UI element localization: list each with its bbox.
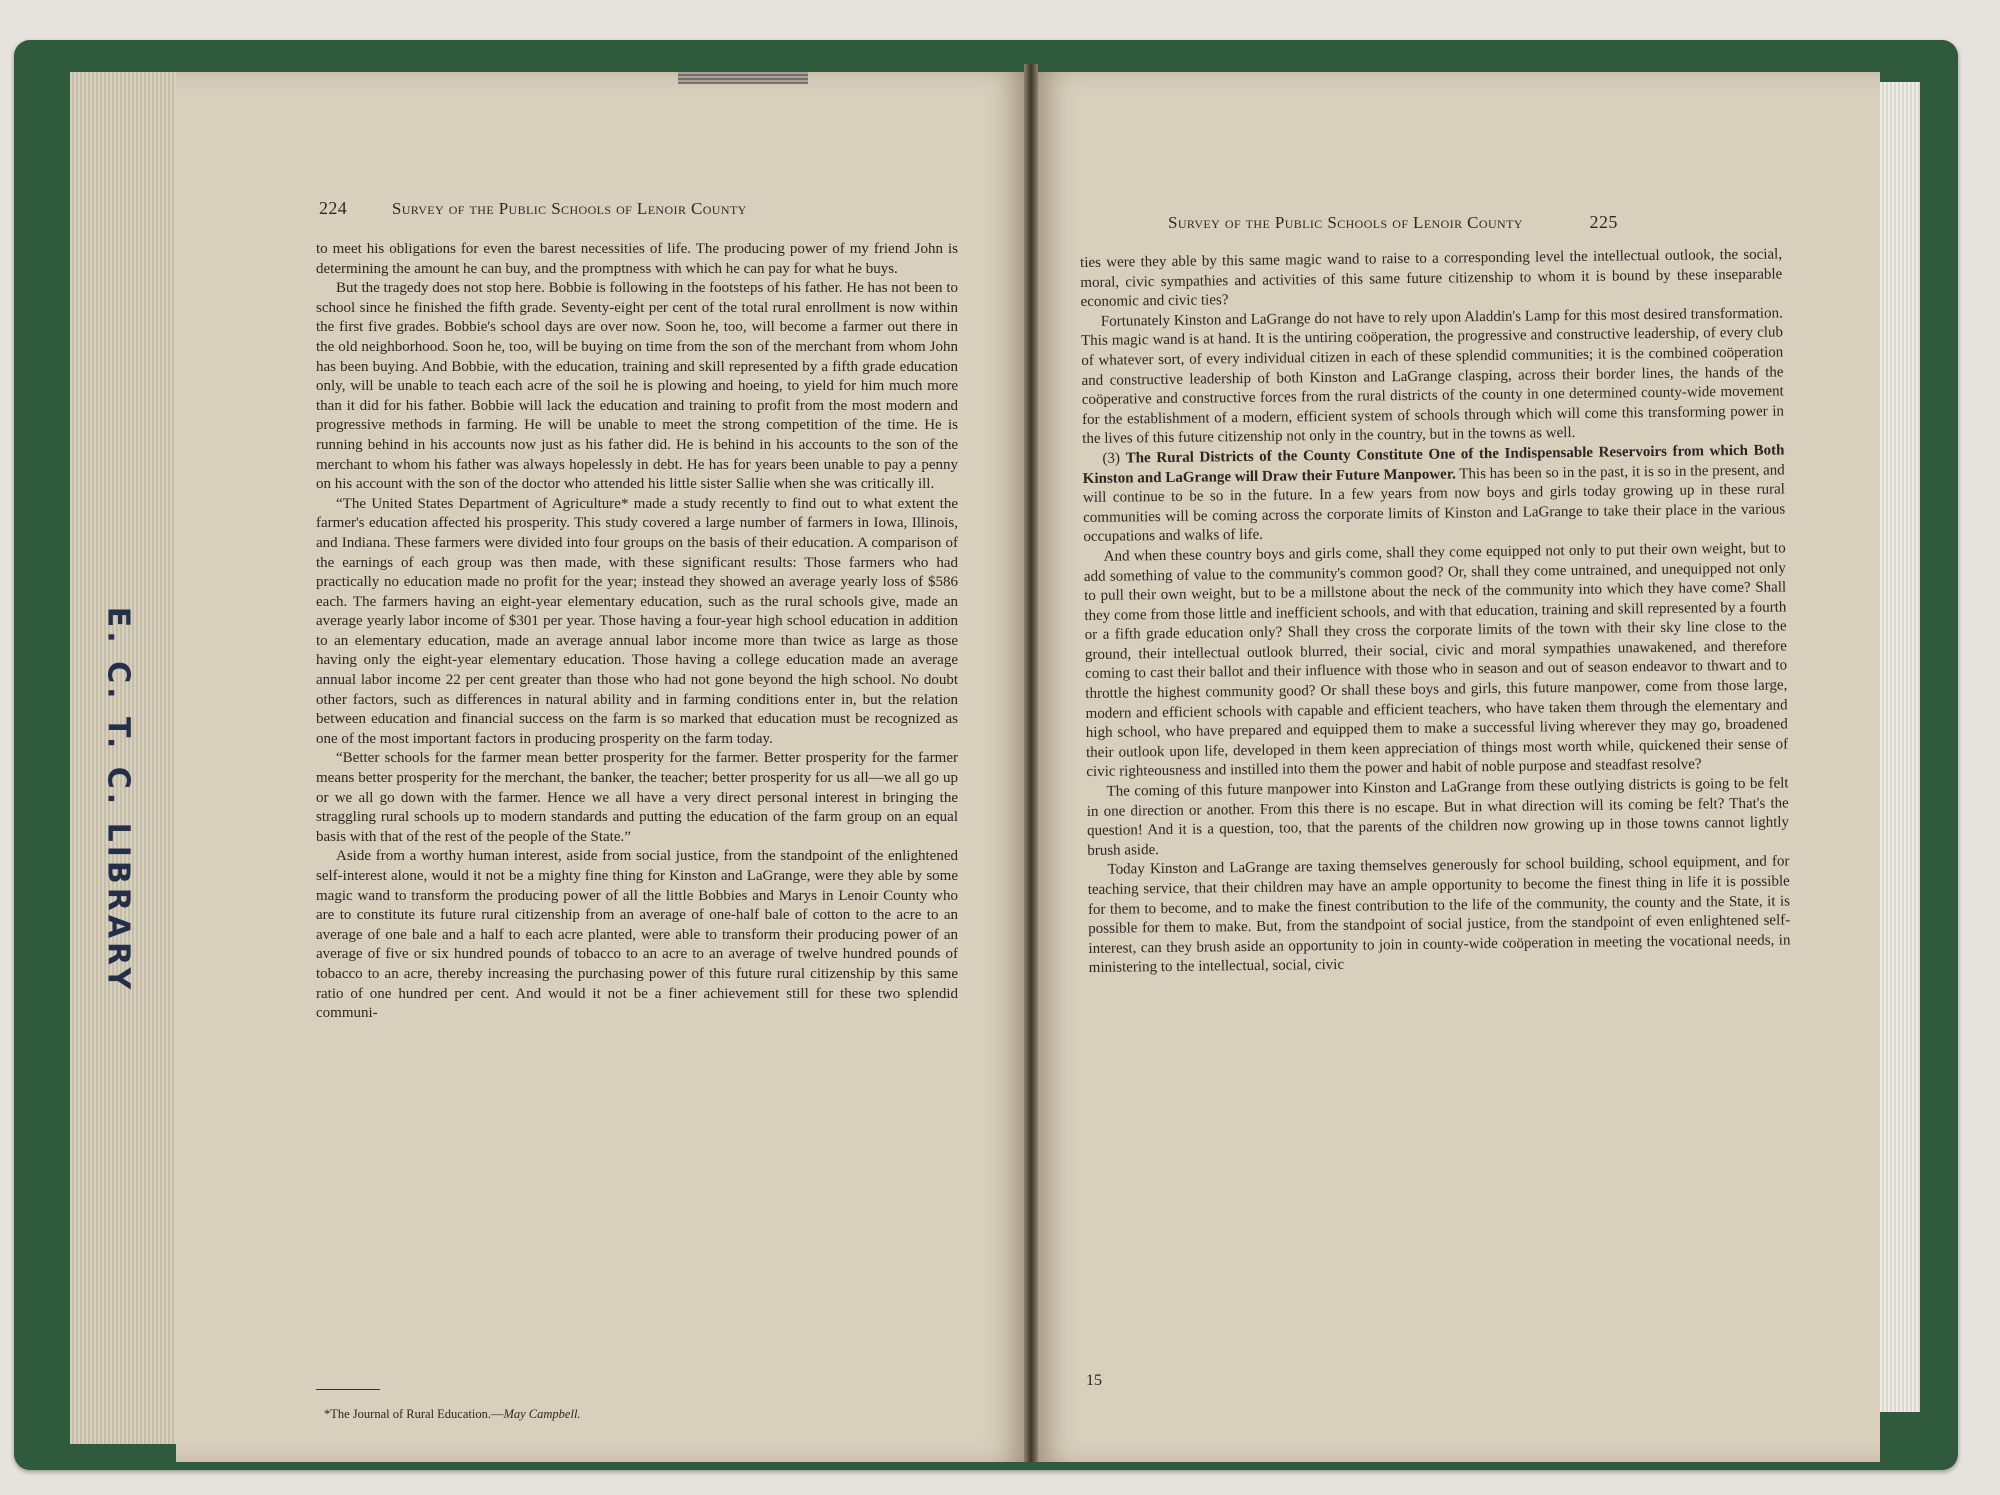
- paragraph: ties were they able by this same magic wand to raise to a corresponding level the intellectual outlook, the social, moral, civic sympathies and activities of this same future citizenship to whom it is bound by these inseparable economic and civic ties?: [1080, 246, 1783, 311]
- right-page: [1034, 72, 1880, 1462]
- paragraph: “The United States Department of Agriculture* made a study recently to find out to what extent the farmer's education affected his prosperity. This study covered a large number of farmers in Iowa, Illinois, and Indiana. These farmers were divided into four groups on the basis of their education. A comparison of the earnings of each group was then made, with these significant results: Those farmers who had practically no education made no profit for the year; instead they showed an average yearly loss of $586 each. The farmers having an eight-year elementary education, such as the rural schools give, made an average yearly labor income of $301 per year. Those having a four-year high school education in addition to an elementary education, made an average annual labor income more than twice as large as those having only the eight-year elementary education. Those having a college education made an average annual labor income 22 per cent greater than those who had not gone beyond the high school. No doubt other factors, such as differences in natural ability and in farming conditions enter in, but the relation between education and financial success on the farm is so marked that education must be recognized as one of the most important factors in producing prosperity on the farm today.: [316, 495, 958, 747]
- paragraph: Fortunately Kinston and LaGrange do not have to rely upon Aladdin's Lamp for this most desired transformation. This magic wand is at hand. It is the untiring coöperation, the progressive and constructive leadership, of every club of whatever sort, of every individual citizen in each of these splendid communities; it is the combined coöperation and constructive leadership of both Kinston and LaGrange clasping, across their border lines, the hands of the coöperative and constructive forces from the rural districts of the county in one determined county-wide movement for the establishment of a modern, efficient system of schools through which will come this transforming power in the lives of this future citizenship not only in the country, but in the towns as well.: [1080, 305, 1785, 448]
- right-header-title: Survey of the Public Schools of Lenoir County: [1168, 213, 1523, 232]
- paragraph: to meet his obligations for even the barest necessities of life. The producing power of my friend John is determining the amount he can buy, and the promptness with which he can pay for what he buys.: [316, 241, 958, 277]
- section-number: (3): [1102, 450, 1121, 467]
- footnote-author: May Campbell.: [503, 1407, 581, 1421]
- left-page-number: 224: [319, 198, 348, 218]
- paragraph: Today Kinston and LaGrange are taxing themselves generously for school building, school equipment, and for teaching service, that their children may have an ample opportunity to become the finest thing in life it is possible for them to become, and to make the finest contribution to the life of the community, the county and the State, it is possible for them to make. But, from the standpoint of social justice, from the standpoint of even enlightened self-interest, can they brush aside an opportunity to join in county-wide coöperation in meeting the vocational needs, in ministering to the intellectual, social, civic: [1087, 853, 1791, 977]
- paragraph: The coming of this future manpower into Kinston and LaGrange from these outlying districts is going to be felt in one direction or another. From this there is no escape. But in what direction will its coming be felt? That's the question! And it is a question, too, that the parents of the children now growing up in those towns cannot lightly brush aside.: [1086, 775, 1790, 859]
- left-running-head: [319, 198, 747, 219]
- left-header-title: Survey of the Public Schools of Lenoir County: [391, 199, 747, 218]
- right-running-head: [1168, 212, 1618, 233]
- paragraph: Aside from a worthy human interest, aside from social justice, from the standpoint of the enlightened self-interest alone, would it not be a mighty fine thing for Kinston and LaGrange, were they able by some magic wand to transform the producing power of all the little Bobbies and Marys in Lenoir County who are to constitute its future rural citizenship from an average of one-half bale of cotton to the acre to an average of one bale and a half to each acre planted, were able to transform their producing power of an average of five or six hundred pounds of tobacco to an acre to an average of twelve hundred pounds of tobacco to an acre, thereby increasing the purchasing power of this future rural citizenship by this same ratio of one hundred per cent. And would it not be a finer achievement still for these two splendid communi-: [316, 848, 958, 1022]
- paragraph: “Better schools for the farmer mean better prosperity for the farmer. Better prosperity for the farmer means better prosperity for the merchant, the banker, the teacher; better prosperity for us all—we all go up or we all go down with the farmer. Hence we all have a very direct personal interest in bringing the straggling rural schools up to modern standards and putting the education of the farm group on an equal basis with that of the rest of the people of the State.”: [316, 750, 958, 845]
- spine-stamp: [678, 72, 808, 84]
- left-body-text: [316, 240, 958, 1024]
- right-page-number: 225: [1589, 212, 1618, 232]
- library-stamp: E. C. T. C. LIBRARY: [100, 606, 136, 994]
- section-heading: The Rural Districts of the County Constitute One of the Indispensable Reservoirs from which Both Kinston and LaGrange will Draw their Future Manpower.: [1082, 442, 1785, 487]
- page-edges-right: [1880, 82, 1920, 1412]
- paragraph: But the tragedy does not stop here. Bobbie is following in the footsteps of his father. He has not been to school since he finished the fifth grade. Seventy-eight per cent of the total rural enrollment is now within the first five grades. Bobbie's school days are over now. Soon he, too, will become a farmer out there in the old neighborhood. Soon he, too, will be buying on time from the son of the merchant from whom John has been buying. And Bobbie, with the education, training and skill represented by a fifth grade education only, will be unable to teach each acre of the soil he is plowing and hoeing, to yield for him much more than it did for his father. Bobbie will lack the education and training to profit from the most modern and progressive methods in farming. He will be unable to meet the strong competition of the time. He is running behind in his accounts now just as his father did. He is behind in his accounts to the son of the merchant to whom his father was always hopelessly in debt. He has for years been unable to pay a penny on his account with the son of the doctor who attended his little sister Sallie when she was critically ill.: [316, 280, 958, 493]
- book-gutter: [1024, 64, 1038, 1462]
- section-body: This has been so in the past, it is so in the present, and will continue to be so in the future. In a few years from now boys and girls today growing up in these rural communities will be coming across the corporate limits of Kinston and LaGrange to take their place in the various occupations and walks of life.: [1082, 461, 1786, 546]
- footnote: [324, 1407, 581, 1422]
- section-paragraph: [1082, 441, 1785, 548]
- paragraph: And when these country boys and girls come, shall they come equipped not only to put their own weight, but to add something of value to the community's common good? Or, shall they come untrained, and unequipped not only to pull their own weight, but to be a millstone about the neck of the community into which they have come? Shall they come from those little and inefficient schools, and with that education, training and skill represented by a fourth or a fifth grade education only? Shall they cross the corporate limits of the town with their sky line close to the ground, their intellectual outlook blurred, their social, civic and moral sympathies unawakened, and therefore coming to cast their ballot and their influence with those who in season and out of season endeavor to thwart and to throttle the highest community good? Or shall these boys and girls, this future manpower, come from those large, modern and efficient schools with capable and efficient teachers, who have taken them through the elementary and high school, who have prepared and equipped them to make a successful living wherever they may go, broadened their outlook upon life, developed in them keen appreciation of things most worth while, quickened their sense of civic righteousness and instilled into them the power and habit of noble purpose and steadfast resolve?: [1083, 540, 1789, 781]
- footnote-text: *The Journal of Rural Education.—: [324, 1407, 504, 1421]
- left-page: [176, 72, 1028, 1462]
- footnote-rule: [316, 1389, 380, 1390]
- signature-mark: 15: [1086, 1372, 1102, 1389]
- right-body-text: [1080, 245, 1791, 978]
